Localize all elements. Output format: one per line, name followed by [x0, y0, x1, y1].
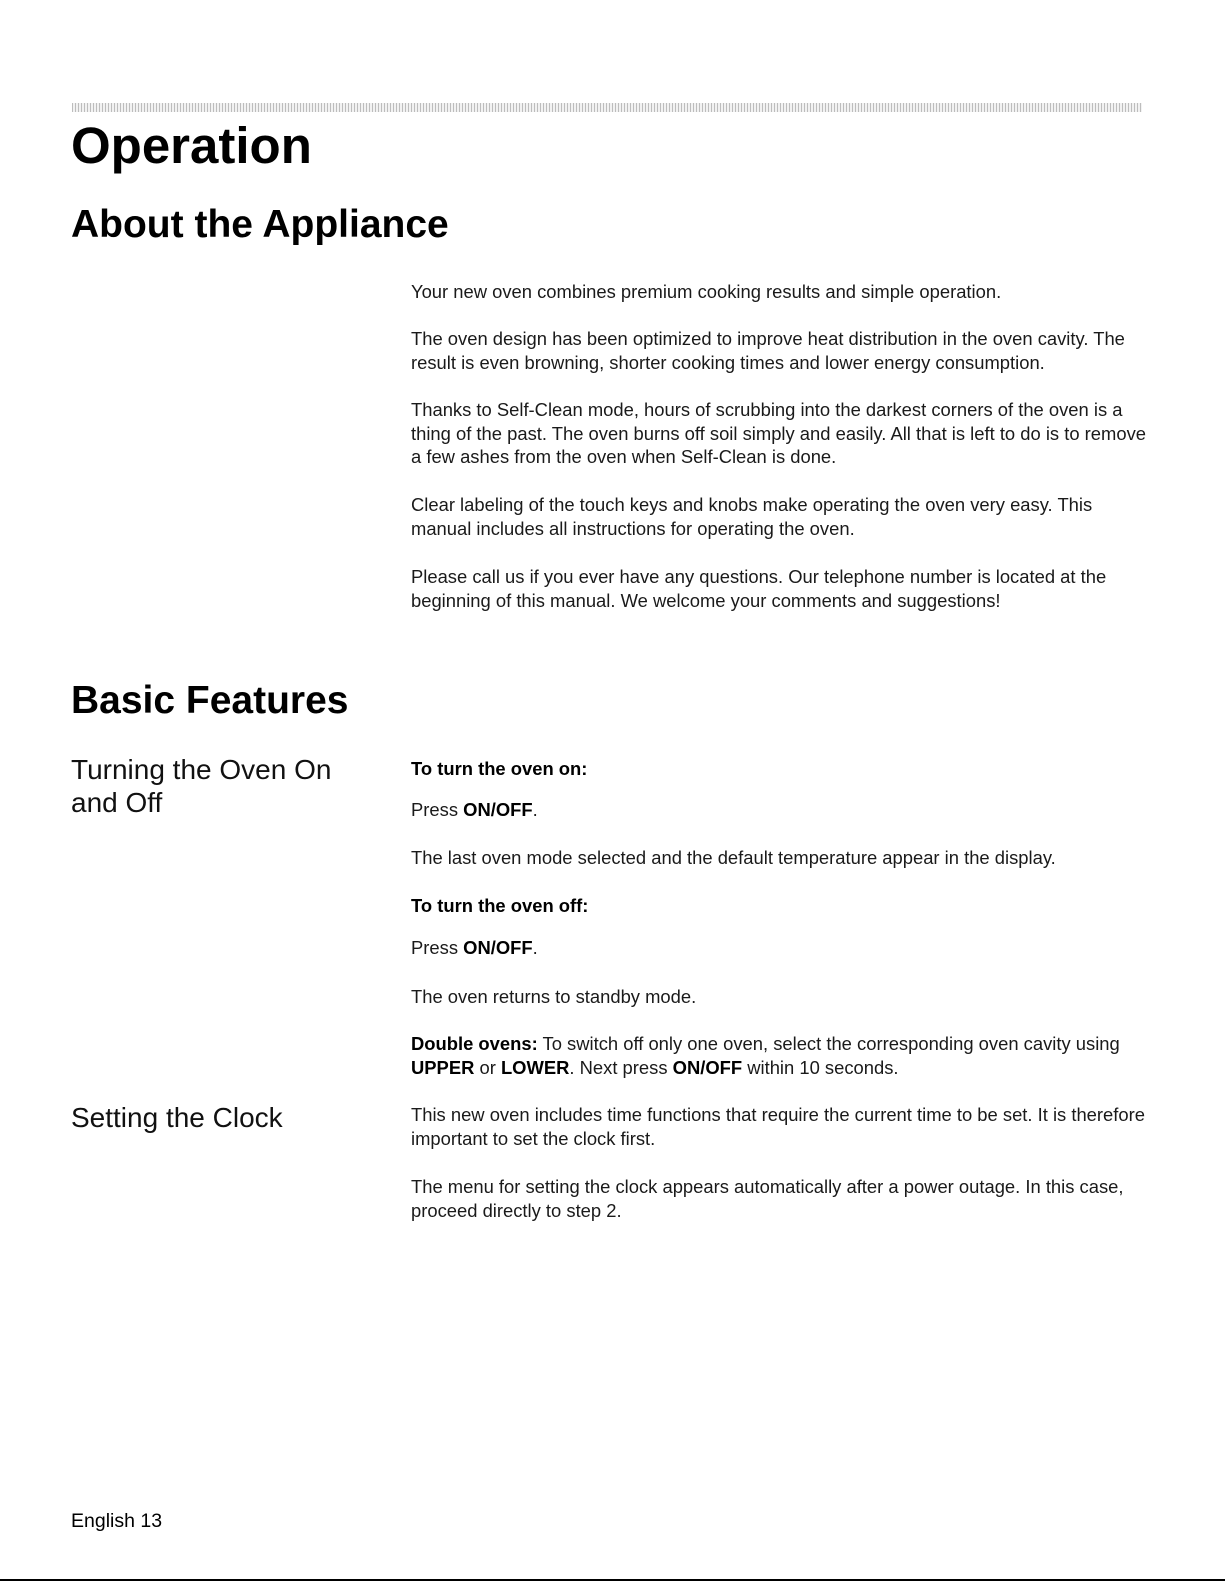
instruction-step-press-on — [411, 798, 1151, 822]
about-paragraph: Clear labeling of the touch keys and knobs make operating the oven very easy. This manual includes all instructions for operating the oven. — [411, 494, 1093, 539]
section-heading-basic-features: Basic Features — [71, 679, 349, 722]
key-name-on-off: ON/OFF — [463, 799, 533, 820]
subsection-title-line: and Off — [71, 787, 163, 818]
turn-off-result-text: The oven returns to standby mode. — [411, 986, 697, 1007]
turn-on-result-text: The last oven mode selected and the default temperature appear in the display. — [411, 847, 1056, 868]
subsection-title-line: Turning the Oven On — [71, 754, 332, 785]
instruction-heading-text: To turn the oven on: — [411, 758, 588, 779]
instruction-heading-text: To turn the oven off: — [411, 895, 589, 916]
press-text: Press — [411, 937, 459, 958]
subsection-title-turning-oven — [71, 753, 331, 819]
page-number: English 13 — [71, 1510, 163, 1532]
period-text: . — [532, 799, 538, 820]
key-name-on-off: ON/OFF — [672, 1056, 743, 1078]
double-ovens-label: Double ovens: — [411, 1033, 538, 1054]
period-text: . — [532, 937, 538, 958]
key-name-on-off: ON/OFF — [463, 937, 533, 958]
double-ovens-note — [411, 1032, 1151, 1079]
subsection-title-setting-clock: Setting the Clock — [71, 1102, 283, 1133]
press-text: Press — [411, 799, 459, 820]
about-paragraph: Thanks to Self-Clean mode, hours of scrubbing into the darkest corners of the oven is a thing of the past. The oven burns off soil simply and easily. All that is left to do is to remove a few ashes from the oven when Self-Clean is done. — [411, 399, 1146, 467]
note-text: To switch off only one oven, select the corresponding oven cavity using — [537, 1033, 1120, 1054]
section-heading-about: About the Appliance — [71, 203, 449, 246]
about-paragraph: Please call us if you ever have any questions. Our telephone number is located at the beginning of this manual. We welcome your comments and suggestions! — [411, 566, 1107, 611]
instruction-heading-turn-off — [411, 894, 1151, 918]
note-text: within 10 seconds. — [742, 1056, 899, 1078]
key-name-upper: UPPER — [411, 1056, 475, 1078]
bottom-rule — [0, 1579, 1225, 1581]
about-paragraph: Your new oven combines premium cooking results and simple operation. — [411, 281, 1002, 302]
decorative-rule — [72, 103, 1142, 112]
about-paragraph: The oven design has been optimized to improve heat distribution in the oven cavity. The result is even browning, shorter cooking times and lower energy consumption. — [411, 328, 1125, 373]
note-text: . Next press — [569, 1056, 673, 1078]
chapter-title: Operation — [71, 117, 312, 174]
clock-paragraph: The menu for setting the clock appears automatically after a power outage. In this case, proceed directly to step 2. — [411, 1176, 1124, 1221]
key-name-lower: LOWER — [500, 1056, 570, 1078]
instruction-step-press-off — [411, 936, 1151, 960]
instruction-heading-turn-on — [411, 757, 1151, 781]
note-text: or — [474, 1056, 501, 1078]
clock-paragraph: This new oven includes time functions that require the current time to be set. It is therefore important to set the clock first. — [411, 1104, 1145, 1149]
